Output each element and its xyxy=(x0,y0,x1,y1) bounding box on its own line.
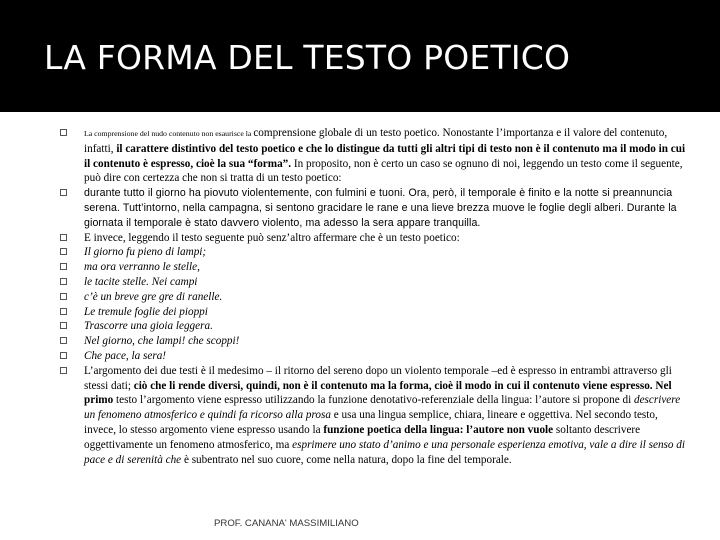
square-bullet-icon xyxy=(60,308,67,315)
intro-text: comprensione globale di un testo poetico. Nonostante l’importanza e il valore del contenuto, infatti, xyxy=(84,127,668,155)
square-bullet-icon xyxy=(60,322,67,329)
analysis-text: e usa una lingua semplice, chiara, lineare e oggettiva. Nel secondo testo, invece, lo stesso argomento viene espresso usando la xyxy=(84,409,658,436)
poem-line-text: Che pace, la sera! xyxy=(84,349,167,362)
footer-author: PROF. CANANA' MASSIMILIANO xyxy=(214,518,359,529)
analysis-italic-text: descrivere un fenomeno atmosferico e quindi fa ricorso alla prosa xyxy=(84,394,681,422)
intro-text-end: In proposito, non è certo un caso se ognuno di noi, leggendo un testo come il seguente, può dire con certezza che non si tratta di un testo poetico: xyxy=(84,157,683,185)
poem-line xyxy=(60,290,686,305)
poem-line-text: c’è un breve gre gre di ranelle. xyxy=(84,290,223,303)
bullet-analysis xyxy=(60,364,686,468)
analysis-bold-text: funzione poetica della lingua: l’autore non vuole xyxy=(323,423,554,436)
prose-example-text: durante tutto il giorno ha piovuto violentemente, con fulmini e tuoni. Ora, però, il temporale è finito e la notte si preannuncia serena. Tutt’intorno, nella campagna, si sentono gracidare le rane e una lieve brezza muove le foglie degli alberi. Durante la giornata il temporale è stato davvero violento, ma adesso la sera appare tranquilla. xyxy=(84,187,677,229)
square-bullet-icon xyxy=(60,337,67,344)
square-bullet-icon xyxy=(60,129,67,136)
square-bullet-icon xyxy=(60,189,67,196)
title-bar xyxy=(0,0,720,112)
poem-line xyxy=(60,260,686,275)
analysis-text-end: è subentrato nel suo cuore, come nella natura, dopo la fine del temporale. xyxy=(181,453,512,466)
poem-line-text: Nel giorno, che lampi! che scoppi! xyxy=(84,335,240,348)
square-bullet-icon xyxy=(60,278,67,285)
analysis-text: testo l’argomento viene espresso utilizzando la funzione denotativo-referenziale della lingua: l’autore si propone di xyxy=(113,394,634,407)
intro-bold-text: il carattere distintivo del testo poetico e che lo distingue da tutti gli altri tipi di testo non è il contenuto ma il modo in cui il contenuto è espresso, cioè la sua “forma”. xyxy=(84,142,686,170)
bullet-intro xyxy=(60,126,686,186)
poem-line-text: ma ora verranno le stelle, xyxy=(84,261,200,274)
bullet-prose-example xyxy=(60,186,686,230)
page-title: LA FORMA DEL TESTO POETICO xyxy=(44,38,571,77)
square-bullet-icon xyxy=(60,234,67,241)
analysis-text: soltanto descrivere oggettivamente un fenomeno atmosferico, ma xyxy=(84,423,641,451)
square-bullet-icon xyxy=(60,263,67,270)
poem-line xyxy=(60,334,686,349)
analysis-bold-text: ciò che li rende diversi, quindi, non è il contenuto ma la forma, cioè il modo in cui il contenuto viene espresso. Nel primo xyxy=(84,379,672,407)
poem-line xyxy=(60,275,686,290)
poem-line-text: Il giorno fu pieno di lampi; xyxy=(84,246,207,259)
square-bullet-icon xyxy=(60,352,67,359)
square-bullet-icon xyxy=(60,293,67,300)
poem-line-text: Le tremule foglie dei pioppi xyxy=(84,305,208,318)
poem-line-text: le tacite stelle. Nei campi xyxy=(84,275,198,288)
square-bullet-icon xyxy=(60,367,67,374)
intro-small-text: La comprensione del nudo contenuto non esaurisce la xyxy=(84,129,254,138)
analysis-italic-text: esprimere uno stato d’animo e una personale esperienza emotiva, vale a dire il senso di pace e di serenità che xyxy=(84,438,686,466)
analysis-text: L’argomento dei due testi è il medesimo – il ritorno del sereno dopo un violento temporale –ed è espresso in entrambi attraverso gli stessi dati; xyxy=(84,364,672,392)
poem-line xyxy=(60,349,686,364)
poem-line xyxy=(60,305,686,320)
bullet-poem-intro xyxy=(60,231,686,246)
poem-line xyxy=(60,319,686,334)
poem-intro-text: E invece, leggendo il testo seguente può senz’altro affermare che è un testo poetico: xyxy=(84,231,460,244)
poem-line-text: Trascorre una gioia leggera. xyxy=(84,320,213,333)
square-bullet-icon xyxy=(60,248,67,255)
poem-line xyxy=(60,245,686,260)
slide-content xyxy=(60,126,686,467)
